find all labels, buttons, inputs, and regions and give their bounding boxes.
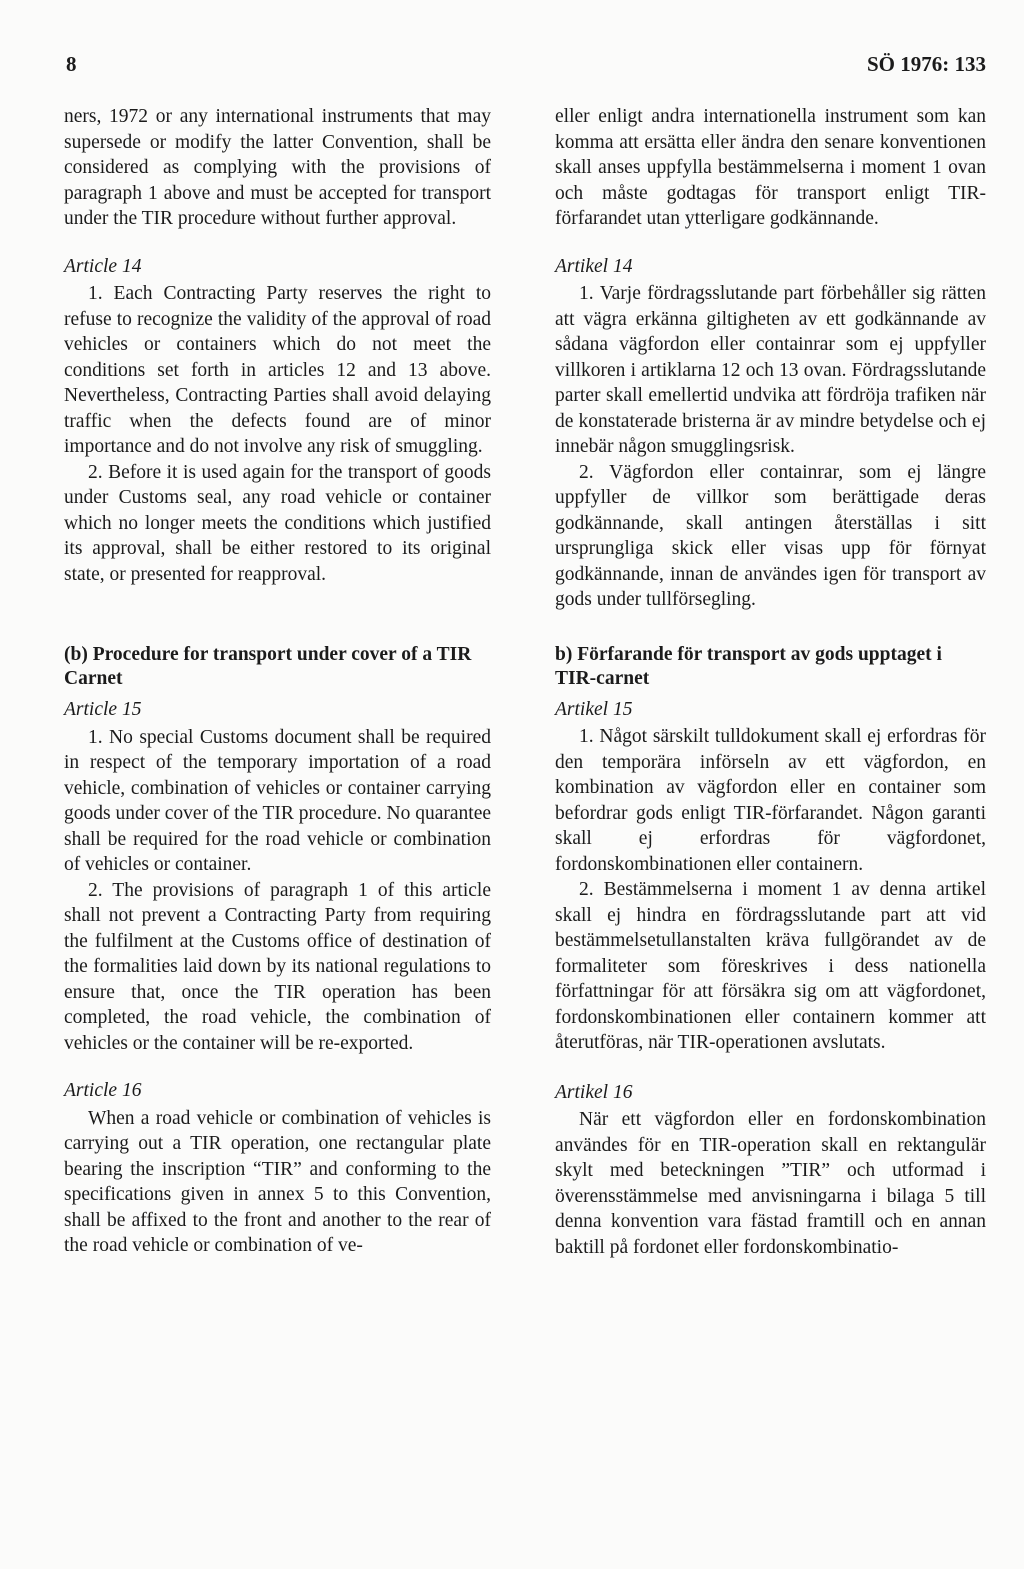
article-14-heading: Article 14 bbox=[64, 255, 142, 277]
continued-paragraph: ners, 1972 or any international instruments that may supersede or modify the latter Convention, shall be considered as complying with the provisions of paragraph 1 above and must be accepted for transport under the TIR procedure without further approval. bbox=[64, 106, 491, 229]
artikel-14-paragraph-2: 2. Vägfordon eller containrar, som ej längre uppfyller de villkor som berättigade deras godkännande, skall antingen återställas i sitt ursprungliga skick eller visas upp för förnyat godkännande, innan de användes igen för transport av gods under tullförsegling. bbox=[555, 461, 986, 610]
artikel-15-heading: Artikel 15 bbox=[555, 698, 633, 720]
continued-paragraph: eller enligt andra internationella instrument som kan komma att ersätta eller ändra den senare konventionen skall anses uppfylla bestämmelserna i moment 1 ovan och måste godtagas för transport enligt TIR-förfarandet utan ytterligare godkännande. bbox=[555, 106, 986, 229]
running-head: SÖ 1976: 133 bbox=[866, 52, 986, 76]
artikel-15-paragraph-2: 2. Bestämmelserna i moment 1 av denna artikel skall ej hindra en fördragsslutande part att vid bestämmelsetullanstalten kräva fullgörandet av de formaliteter som föreskrives i dess nationella författningar för att försäkra sig om att vägfordonet, fordonskombinationen eller containern kommer att återutföras, när TIR-operationen avslutats. bbox=[555, 879, 986, 1053]
artikel-14-paragraph-1: 1. Varje fördragsslutande part förbehåller sig rätten att vägra erkänna giltigheten av ett godkännande av sådana vägfordon eller containrar som ej uppfyller villkoren i artiklarna 12 och 13 ovan. Fördragsslutande parter skall emellertid undvika att fördröja trafiken när de konstaterade bristerna är av mindre betydelse och ej innebär någon smugglingsrisk. bbox=[555, 283, 986, 457]
article-16-heading: Article 16 bbox=[64, 1080, 142, 1101]
article-16-paragraph: When a road vehicle or combination of vehicles is carrying out a TIR operation, one rectangular plate bearing the inscription “TIR” and conforming to the specifications given in annex 5 to this Convention, shall be affixed to the front and another to the rear of the road vehicle or combination of ve- bbox=[64, 1107, 491, 1256]
artikel-16-heading: Artikel 16 bbox=[555, 1081, 633, 1103]
english-column bbox=[64, 104, 491, 1259]
article-15-heading: Article 15 bbox=[64, 699, 142, 720]
artikel-14-heading: Artikel 14 bbox=[555, 255, 633, 277]
page-number: 8 bbox=[66, 52, 77, 76]
section-b-heading: b) Förfarande för transport av gods upptaget i TIR-carnet bbox=[555, 643, 942, 689]
swedish-column bbox=[555, 104, 986, 1260]
artikel-16-paragraph: När ett vägfordon eller en fordonskombination användes för en TIR-operation skall en rektangulär skylt med beteckningen ”TIR” och utformad i överensstämmelse med anvisningarna i bilaga 5 till denna konvention vara fästad framtill och en annan baktill på fordonet eller fordonskombinatio- bbox=[555, 1109, 986, 1258]
article-15-paragraph-1: 1. No special Customs document shall be required in respect of the temporary importation of a road vehicle, combination of vehicles or container carrying goods under cover of the TIR procedure. No quarantee shall be required for the road vehicle or combination of vehicles or container. bbox=[64, 726, 491, 875]
page-header bbox=[66, 52, 986, 82]
section-b-heading: (b) Procedure for transport under cover of a TIR Carnet bbox=[64, 644, 472, 689]
artikel-15-paragraph-1: 1. Något särskilt tulldokument skall ej erfordras för den temporära införseln av ett vägfordon, en kombination av vägfordon eller en container som befordrar gods enligt TIR-förfarandet. Någon garanti skall ej erfordras för vägfordonet, fordonskombinationen eller containern. bbox=[555, 726, 986, 875]
article-15-paragraph-2: 2. The provisions of paragraph 1 of this article shall not prevent a Contracting Party from requiring the fulfilment at the Customs office of destination of the formalities laid down by its national regulations to ensure that, once the TIR operation has been completed, the road vehicle, the combination of vehicles or the container will be re-exported. bbox=[64, 879, 491, 1054]
article-14-paragraph-2: 2. Before it is used again for the transport of goods under Customs seal, any road vehicle or container which no longer meets the conditions which justified its approval, shall be either restored to its original state, or presented for reapproval. bbox=[64, 461, 491, 585]
article-14-paragraph-1: 1. Each Contracting Party reserves the right to refuse to recognize the validity of the approval of road vehicles or containers which do not meet the conditions set forth in articles 12 and 13 above. Nevertheless, Contracting Parties shall avoid delaying traffic when the defects found are of minor importance and do not involve any risk of smuggling. bbox=[64, 283, 491, 457]
